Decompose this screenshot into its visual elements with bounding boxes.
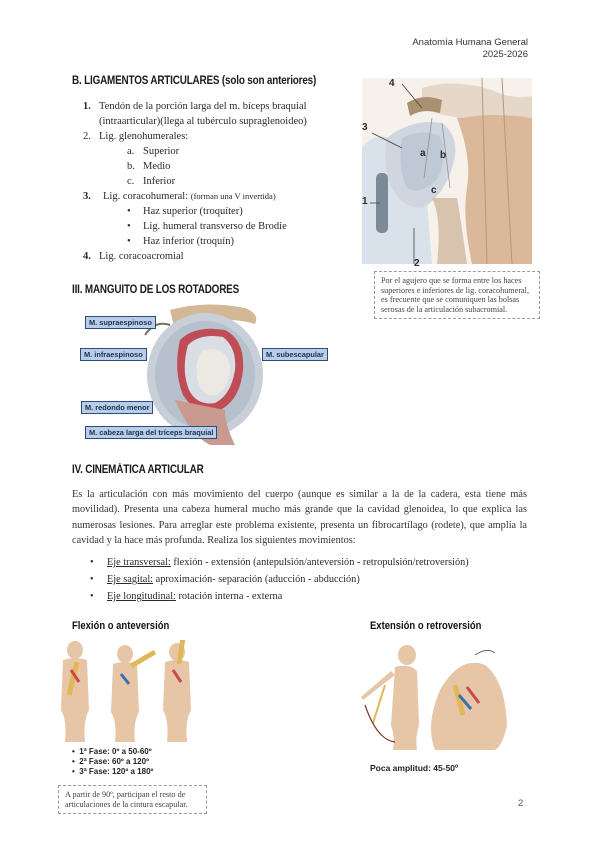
list-item: 4. Lig. coracoacromial	[83, 251, 184, 262]
list-item: • 2ª Fase: 60º a 120º	[72, 757, 149, 766]
shoulder-label-1: 1	[362, 196, 368, 207]
tag-supraespinoso: M. supraespinoso	[85, 316, 156, 329]
tag-redondo-menor: M. redondo menor	[81, 401, 153, 414]
list-item: • Haz superior (troquíter)	[127, 206, 243, 217]
shoulder-caption: Por el agujero que se forma entre los haces superiores e inferiores de lig. coracohumeral, es frecuente que se comuniquen las bolsas serosas de la articulación subacromial.	[374, 271, 540, 319]
flexion-note: A partir de 90º, participan el resto de articulaciones de la cintura escapular.	[58, 785, 207, 814]
tag-infraespinoso: M. infraespinoso	[80, 348, 147, 361]
list-item: 2. Lig. glenohumerales:	[83, 131, 189, 142]
shoulder-label-2: 2	[414, 258, 420, 269]
list-item: • Eje longitudinal: rotación interna - externa	[90, 591, 283, 602]
flexion-illustration	[55, 640, 200, 742]
flexion-title: Flexión o anteversión	[72, 620, 170, 632]
list-item: • Eje sagital: aproximación- separación (aducción - abducción)	[90, 574, 360, 585]
shoulder-label-a: a	[420, 148, 426, 159]
list-item: • Haz inferior (troquín)	[127, 236, 234, 247]
list-item: • 3ª Fase: 120º a 180º	[72, 767, 154, 776]
list-item: • Eje transversal: flexión - extensión (antepulsión/anteversión - retropulsión/retroversión)	[90, 557, 469, 568]
ligament-list	[83, 99, 353, 264]
shoulder-label-c: c	[431, 185, 437, 196]
section-b-title: B. LIGAMENTOS ARTICULARES (solo son anteriores)	[72, 75, 317, 87]
section-iv-title: IV. CINEMÁTICA ARTICULAR	[72, 464, 204, 476]
axes-list	[90, 555, 530, 604]
list-item: a. Superior	[127, 146, 180, 157]
shoulder-label-3: 3	[362, 122, 368, 133]
kinematics-paragraph: Es la articulación con más movimiento del cuerpo (aunque es similar a la de la cadera, esta tiene más movilidad). Presenta una cabeza humeral mucho más grande que la cavidad glenoidea, lo que explica las numerosas lesiones. Para arreglar este problema existente, presenta un fibrocartílago (rodete), que amplía la cavidad y la hace más profunda. Realiza los siguientes movimientos:	[72, 489, 527, 546]
course-year: 2025-2026	[482, 49, 528, 60]
list-item: • 1ª Fase: 0º a 50-60º	[72, 747, 152, 756]
page-number: 2	[518, 798, 524, 809]
list-item: 1. Tendón de la porción larga del m. bíceps braquial	[83, 101, 307, 112]
list-item: • Lig. humeral transverso de Brodie	[127, 221, 287, 232]
course-name: Anatomía Humana General	[412, 37, 528, 48]
list-item: b. Medio	[127, 161, 171, 172]
tag-subescapular: M. subescapular	[262, 348, 328, 361]
rotator-cuff-illustration	[85, 300, 330, 445]
shoulder-label-4: 4	[389, 78, 395, 89]
list-item: 3. Lig. coracohumeral: (forman una V invertida)	[83, 191, 276, 202]
shoulder-ligaments-illustration	[362, 78, 532, 269]
page-header	[380, 37, 528, 60]
tag-triceps: M. cabeza larga del tríceps braquial	[85, 426, 217, 439]
extension-amplitude: Poca amplitud: 45-50º	[370, 763, 459, 773]
extension-title: Extensión o retroversión	[370, 620, 482, 632]
list-item: c. Inferior	[127, 176, 176, 187]
flexion-phases	[72, 747, 153, 777]
section-iii-title: III. MANGUITO DE LOS ROTADORES	[72, 284, 240, 296]
extension-illustration	[355, 645, 515, 750]
list-item: (intraarticular)(llega al tubérculo supraglenoideo)	[99, 116, 307, 127]
shoulder-label-b: b	[440, 150, 447, 161]
